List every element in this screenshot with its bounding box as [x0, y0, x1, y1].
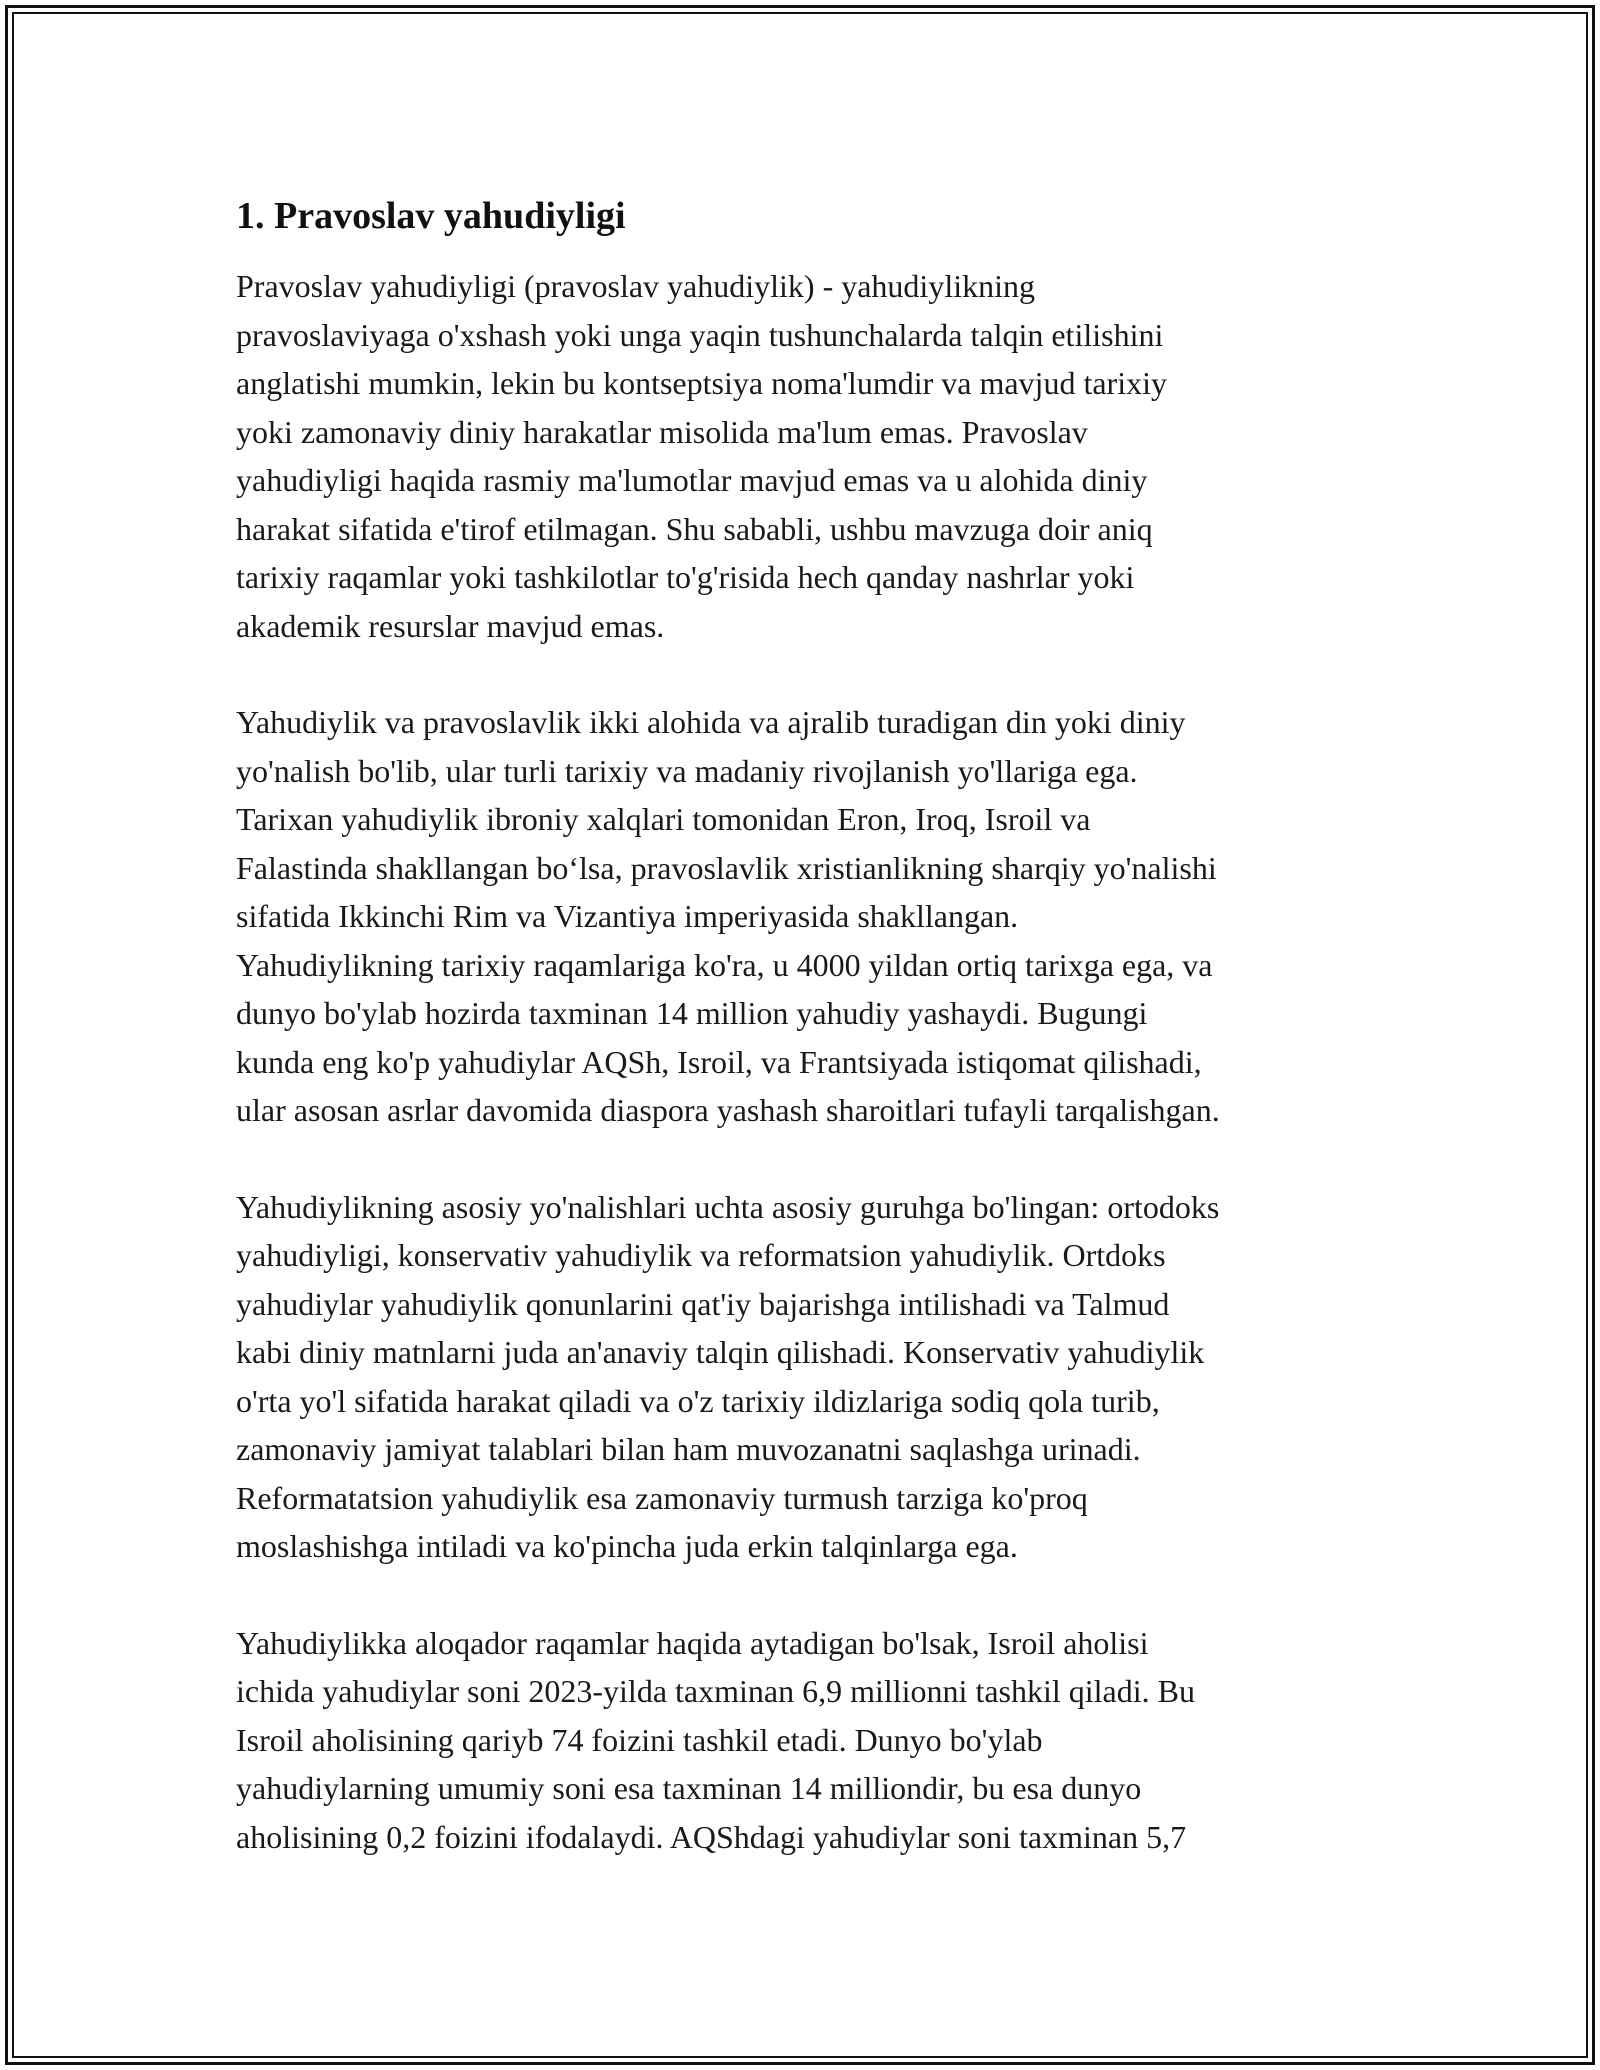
document-body: [236, 188, 1376, 1861]
section-heading: 1. Pravoslav yahudiyligi: [236, 195, 626, 237]
paragraph-4: Yahudiylikka aloqador raqamlar haqida aytadigan bo'lsak, Isroil aholisi ichida yahudiylar soni 2023-yilda taxminan 6,9 millionni tashkil qiladi. Bu Isroil aholisining qariyb 74 foizini tashkil etadi. Dunyo bo'ylab yahudiylarning umumiy soni esa taxminan 14 milliondir, bu esa dunyo aholisining 0,2 foizini ifodalaydi. AQShdagi yahudiylar soni taxminan 5,7: [236, 1624, 1195, 1855]
paragraph-1: Pravoslav yahudiyligi (pravoslav yahudiylik) - yahudiylikning pravoslaviyaga o'xshash yoki unga yaqin tushunchalarda talqin etilishini anglatishi mumkin, lekin bu kontseptsiya noma'lumdir va mavjud tarixiy yoki zamonaviy diniy harakatlar misolida ma'lum emas. Pravoslav yahudiyligi haqida rasmiy ma'lumotlar mavjud emas va u alohida diniy harakat sifatida e'tirof etilmagan. Shu sababli, ushbu mavzuga doir aniq tarixiy raqamlar yoki tashkilotlar to'g'risida hech qanday nashrlar yoki akademik resurslar mavjud emas.: [236, 268, 1167, 644]
paragraph-3: Yahudiylikning asosiy yo'nalishlari uchta asosiy guruhga bo'lingan: ortodoks yahudiyligi, konservativ yahudiylik va reformatsion yahudiylik. Ortdoks yahudiylar yahudiylik qonunlarini qat'iy bajarishga intilishadi va Talmud kabi diniy matnlarni juda an'anaviy talqin qilishadi. Konservativ yahudiylik o'rta yo'l sifatida harakat qiladi va o'z tarixiy ildizlariga sodiq qola turib, zamonaviy jamiyat talablari bilan ham muvozanatni saqlashga urinadi. Reformatatsion yahudiylik esa zamonaviy turmush tarziga ko'proq moslashishga intiladi va ko'pincha juda erkin talqinlarga ega.: [236, 1188, 1220, 1564]
paragraph-2: Yahudiylik va pravoslavlik ikki alohida va ajralib turadigan din yoki diniy yo'nalish bo'lib, ular turli tarixiy va madaniy rivojlanish yo'llariga ega. Tarixan yahudiylik ibroniy xalqlari tomonidan Eron, Iroq, Isroil va Falastinda shakllangan bo‘lsa, pravoslavlik xristianlikning sharqiy yo'nalishi sifatida Ikkinchi Rim va Vizantiya imperiyasida shakllangan. Yahudiylikning tarixiy raqamlariga ko'ra, u 4000 yildan ortiq tarixga ega, va dunyo bo'ylab hozirda taxminan 14 million yahudiy yashaydi. Bugungi kunda eng ko'p yahudiylar AQSh, Isroil, va Frantsiyada istiqomat qilishadi, ular asosan asrlar davomida diaspora yashash sharoitlari tufayli tarqalishgan.: [236, 704, 1220, 1128]
